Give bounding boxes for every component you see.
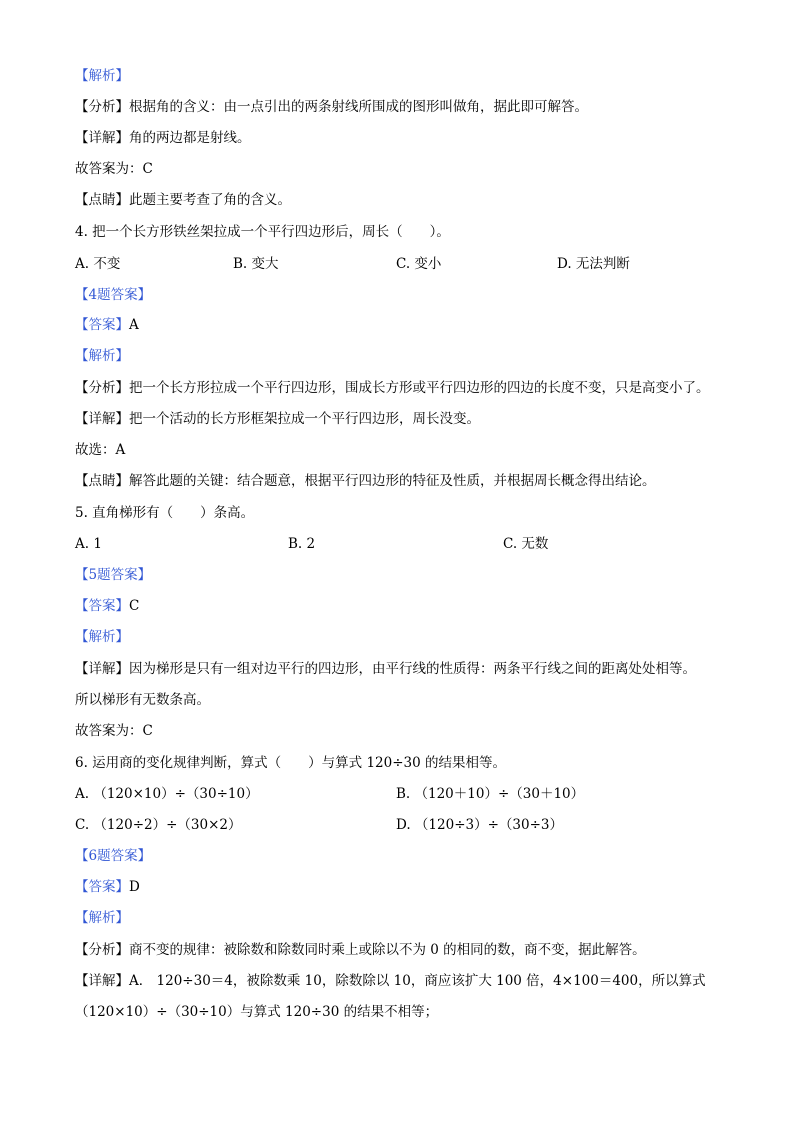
q3-detail <box>75 129 251 147</box>
detail-tag: 【详解】 <box>75 411 129 427</box>
q6-section-title: 【6题答案】 <box>75 848 152 864</box>
q5-detail-continued: 所以梯形有无数条高。 <box>75 692 210 708</box>
q5-section-title: 【5题答案】 <box>75 567 152 583</box>
point-tag: 【点睛】 <box>75 192 129 208</box>
q5-question: 5. 直角梯形有（ ）条高。 <box>75 505 255 521</box>
analysis-tag: 【分析】 <box>75 380 129 396</box>
q4-point <box>75 472 656 490</box>
q6-jiexi: 【解析】 <box>75 910 129 926</box>
q4-option-a: A. 不变 <box>75 256 121 272</box>
q4-jiexi: 【解析】 <box>75 348 129 364</box>
detail-text: A． 120÷30＝4，被除数乘 10，除数除以 10，商应该扩大 100 倍，4×100＝400，所以算式 <box>129 973 706 989</box>
q6-option-c: C. （120÷2）÷（30×2） <box>75 817 242 833</box>
answer-value: A <box>129 317 139 333</box>
jiexi-heading: 【解析】 <box>75 68 129 84</box>
q4-option-d: D. 无法判断 <box>557 256 630 272</box>
detail-tag: 【详解】 <box>75 973 129 989</box>
q5-answer <box>75 597 139 615</box>
q4-answer <box>75 316 139 334</box>
q5-option-b: B. 2 <box>288 536 316 552</box>
q3-answer: 故答案为：C <box>75 161 153 177</box>
analysis-tag: 【分析】 <box>75 942 129 958</box>
answer-value: C <box>129 598 140 614</box>
point-tag: 【点睛】 <box>75 473 129 489</box>
q4-option-b: B. 变大 <box>233 256 279 272</box>
q6-option-d: D. （120÷3）÷（30÷3） <box>396 817 563 833</box>
q6-answer <box>75 878 140 896</box>
q6-detail-continued: （120×10）÷（30÷10）与算式 120÷30 的结果不相等； <box>75 1004 439 1020</box>
detail-text: 把一个活动的长方形框架拉成一个平行四边形，周长没变。 <box>129 411 480 427</box>
q6-option-b: B. （120＋10）÷（30＋10） <box>396 786 585 802</box>
q6-analysis <box>75 941 646 959</box>
q4-analysis <box>75 379 710 397</box>
answer-tag: 【答案】 <box>75 317 129 333</box>
q5-jiexi: 【解析】 <box>75 629 129 645</box>
detail-tag: 【详解】 <box>75 130 129 146</box>
detail-tag: 【详解】 <box>75 661 129 677</box>
analysis-text: 把一个长方形拉成一个平行四边形，围成长方形或平行四边形的四边的长度不变，只是高变小了。 <box>129 380 710 396</box>
q4-result: 故选：A <box>75 442 126 458</box>
q5-option-c: C. 无数 <box>503 536 549 552</box>
detail-text: 因为梯形是只有一组对边平行的四边形，由平行线的性质得：两条平行线之间的距离处处相等。 <box>129 661 696 677</box>
point-text: 解答此题的关键：结合题意，根据平行四边形的特征及性质，并根据周长概念得出结论。 <box>129 473 656 489</box>
point-text: 此题主要考查了角的含义。 <box>129 192 291 208</box>
answer-value: D <box>129 879 140 895</box>
q3-point <box>75 191 291 209</box>
answer-tag: 【答案】 <box>75 598 129 614</box>
q4-question: 4. 把一个长方形铁丝架拉成一个平行四边形后，周长（ ）。 <box>75 224 450 240</box>
q4-section-title: 【4题答案】 <box>75 287 152 303</box>
q6-detail <box>75 972 706 990</box>
answer-tag: 【答案】 <box>75 879 129 895</box>
q6-option-a: A. （120×10）÷（30÷10） <box>75 786 259 802</box>
analysis-text: 商不变的规律：被除数和除数同时乘上或除以不为 0 的相同的数，商不变，据此解答。 <box>129 942 646 958</box>
q3-analysis <box>75 98 588 116</box>
q4-detail <box>75 410 480 428</box>
analysis-tag: 【分析】 <box>75 99 129 115</box>
q4-option-c: C. 变小 <box>396 256 442 272</box>
q5-option-a: A. 1 <box>75 536 102 552</box>
analysis-text: 根据角的含义：由一点引出的两条射线所围成的图形叫做角，据此即可解答。 <box>129 99 588 115</box>
q6-question: 6. 运用商的变化规律判断，算式（ ）与算式 120÷30 的结果相等。 <box>75 755 507 771</box>
detail-text: 角的两边都是射线。 <box>129 130 251 146</box>
q5-result: 故答案为：C <box>75 723 153 739</box>
q5-detail <box>75 660 696 678</box>
